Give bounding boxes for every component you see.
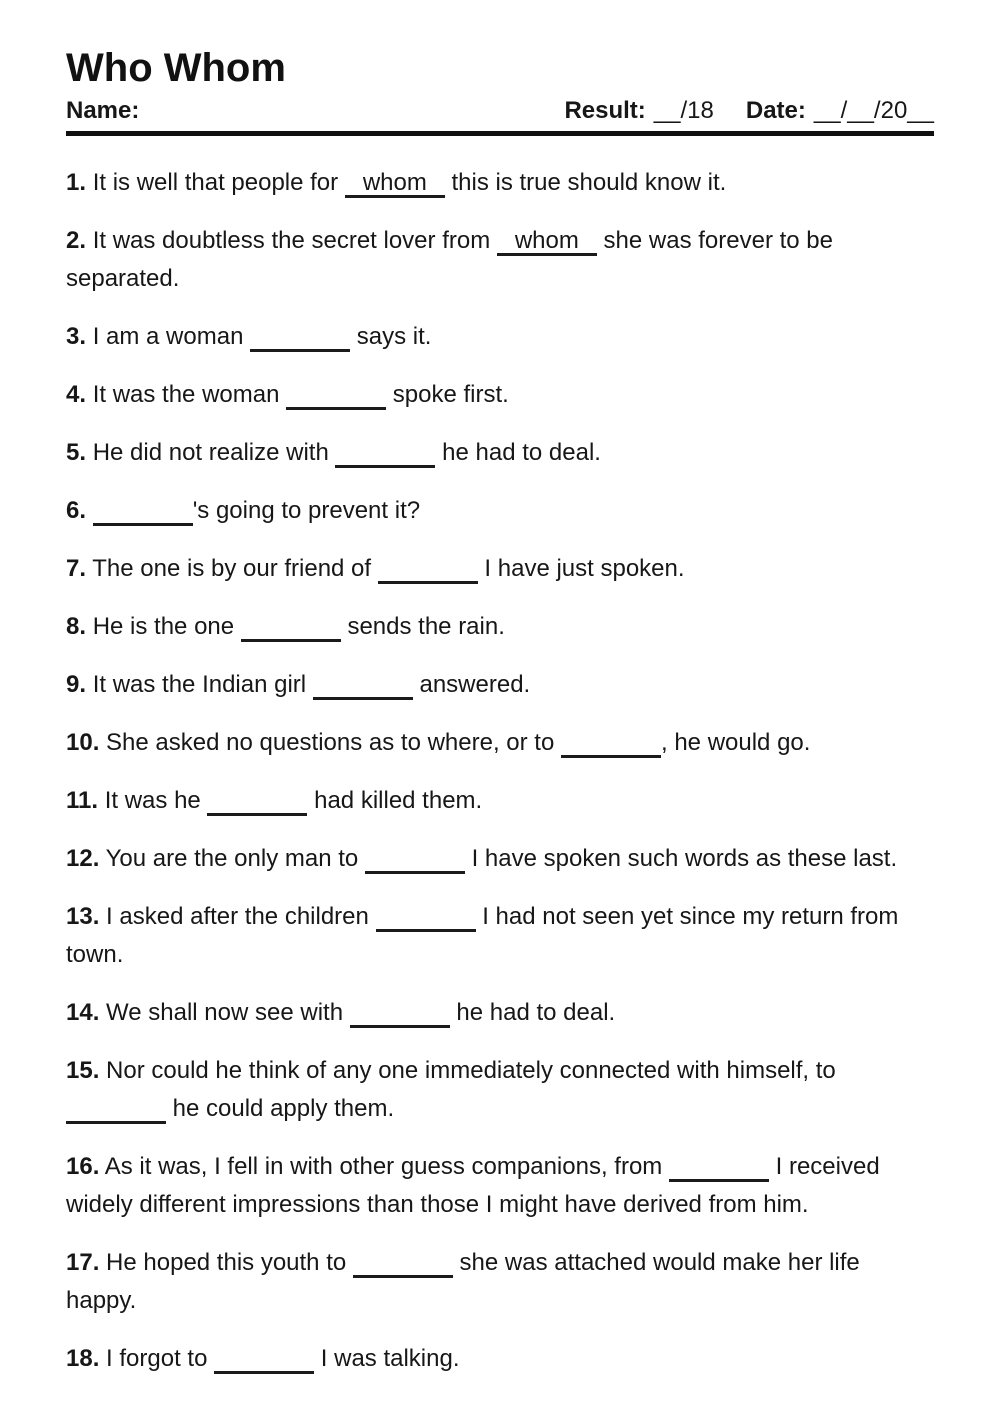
date-field (746, 98, 934, 124)
header-score-area (564, 98, 934, 124)
answer-text (353, 1250, 453, 1275)
answer-text (335, 440, 435, 465)
name-label: Name: (66, 97, 140, 124)
answer-blank[interactable] (313, 672, 413, 700)
question-text: It is well that people for (92, 169, 345, 196)
answer-text (669, 1154, 769, 1179)
answer-blank[interactable] (207, 788, 307, 816)
question-text: she was forever to be separated. (66, 227, 833, 292)
answer-text (350, 1000, 450, 1025)
question-item (66, 994, 934, 1032)
question-text: spoke first. (386, 381, 509, 408)
question-text: sends the rain. (340, 613, 505, 640)
question-number: 7. (66, 555, 87, 582)
question-number: 4. (66, 381, 87, 408)
question-text: he had to deal. (435, 439, 601, 466)
question-number: 9. (66, 671, 87, 698)
question-number: 17. (66, 1249, 100, 1276)
answer-blank[interactable] (669, 1154, 769, 1182)
question-number: 1. (66, 169, 87, 196)
question-text: I received widely different impressions than those I might have derived from him. (66, 1153, 880, 1218)
question-text: , he would go. (661, 729, 811, 756)
answer-text (286, 382, 386, 407)
answer-blank[interactable] (365, 846, 465, 874)
answer-blank[interactable] (353, 1250, 453, 1278)
answer-text (561, 730, 661, 755)
question-number: 5. (66, 439, 87, 466)
question-text: The one is by our friend of (92, 555, 378, 582)
header-divider (66, 131, 934, 136)
answer-blank[interactable] (376, 904, 476, 932)
question-item (66, 164, 934, 202)
question-item (66, 1340, 934, 1378)
question-item (66, 1244, 934, 1320)
date-label: Date: (745, 97, 806, 124)
answer-blank[interactable] (286, 382, 386, 410)
question-item (66, 376, 934, 414)
question-text: You are the only man to (105, 845, 365, 872)
question-item (66, 434, 934, 472)
question-item (66, 608, 934, 646)
page-title: Who Whom (66, 46, 286, 90)
answer-text: whom (362, 169, 427, 196)
question-number: 11. (66, 787, 99, 814)
question-item (66, 222, 934, 298)
answer-text (378, 556, 478, 581)
answer-blank[interactable] (335, 440, 435, 468)
question-text: It was the woman (92, 381, 287, 408)
question-text: She asked no questions as to where, or to (106, 729, 561, 756)
answer-blank[interactable] (241, 614, 341, 642)
answer-blank[interactable] (214, 1346, 314, 1374)
question-text: I am a woman (92, 323, 251, 350)
question-text: He did not realize with (92, 439, 336, 466)
answer-blank[interactable] (93, 498, 193, 526)
answer-text (376, 904, 476, 929)
question-list (66, 164, 934, 1378)
question-item (66, 898, 934, 974)
question-number: 18. (66, 1345, 100, 1372)
question-text: had killed them. (307, 787, 483, 814)
question-item (66, 550, 934, 588)
question-item (66, 782, 934, 820)
question-text: I asked after the children (106, 903, 376, 930)
result-field (564, 98, 713, 124)
question-text: It was he (104, 787, 208, 814)
question-number: 12. (66, 845, 100, 872)
answer-blank[interactable] (66, 1096, 166, 1124)
header-info-row (66, 98, 934, 124)
question-number: 3. (66, 323, 87, 350)
question-number: 14. (66, 999, 100, 1026)
question-text: he had to deal. (449, 999, 616, 1026)
question-text: I had not seen yet since my return from town. (66, 903, 899, 968)
answer-text (66, 1096, 166, 1121)
question-text: I have just spoken. (477, 555, 685, 582)
question-text: I have spoken such words as these last. (464, 845, 898, 872)
question-number: 10. (66, 729, 100, 756)
question-text: she was attached would make her life happy. (66, 1249, 860, 1314)
answer-text (207, 788, 307, 813)
answer-blank[interactable] (561, 730, 661, 758)
answer-blank[interactable] (345, 170, 445, 198)
question-text: he could apply them. (166, 1095, 395, 1122)
question-text: this is true should know it. (444, 169, 727, 196)
question-text: I was talking. (314, 1345, 460, 1372)
question-text: We shall now see with (106, 999, 350, 1026)
date-value: __/__/20__ (813, 97, 934, 124)
question-number: 16. (66, 1153, 100, 1180)
answer-text (250, 324, 350, 349)
question-item (66, 666, 934, 704)
question-item (66, 492, 934, 530)
question-number: 15. (66, 1057, 100, 1084)
answer-text (93, 498, 193, 523)
question-text: answered. (412, 671, 531, 698)
question-number: 2. (66, 227, 87, 254)
question-number: 13. (66, 903, 100, 930)
answer-blank[interactable] (497, 228, 597, 256)
question-text: It was doubtless the secret lover from (92, 227, 497, 254)
question-text: says it. (350, 323, 432, 350)
question-item (66, 724, 934, 762)
answer-blank[interactable] (378, 556, 478, 584)
result-value: __/18 (653, 97, 714, 124)
answer-text (365, 846, 465, 871)
question-number: 8. (66, 613, 87, 640)
answer-text (214, 1346, 314, 1371)
answer-text: whom (514, 227, 579, 254)
answer-blank[interactable] (250, 324, 350, 352)
question-text: It was the Indian girl (92, 671, 313, 698)
question-number: 6. (66, 497, 87, 524)
question-item (66, 1052, 934, 1128)
question-item (66, 840, 934, 878)
question-item (66, 318, 934, 356)
result-label: Result: (564, 97, 646, 124)
question-text: As it was, I fell in with other guess companions, from (104, 1153, 669, 1180)
question-item (66, 1148, 934, 1224)
question-text: He hoped this youth to (106, 1249, 353, 1276)
answer-text (313, 672, 413, 697)
question-text: Nor could he think of any one immediately connected with himself, to (106, 1057, 836, 1084)
answer-blank[interactable] (350, 1000, 450, 1028)
question-text: He is the one (92, 613, 241, 640)
question-text: I forgot to (106, 1345, 215, 1372)
question-text: 's going to prevent it? (192, 497, 421, 524)
answer-text (241, 614, 341, 639)
